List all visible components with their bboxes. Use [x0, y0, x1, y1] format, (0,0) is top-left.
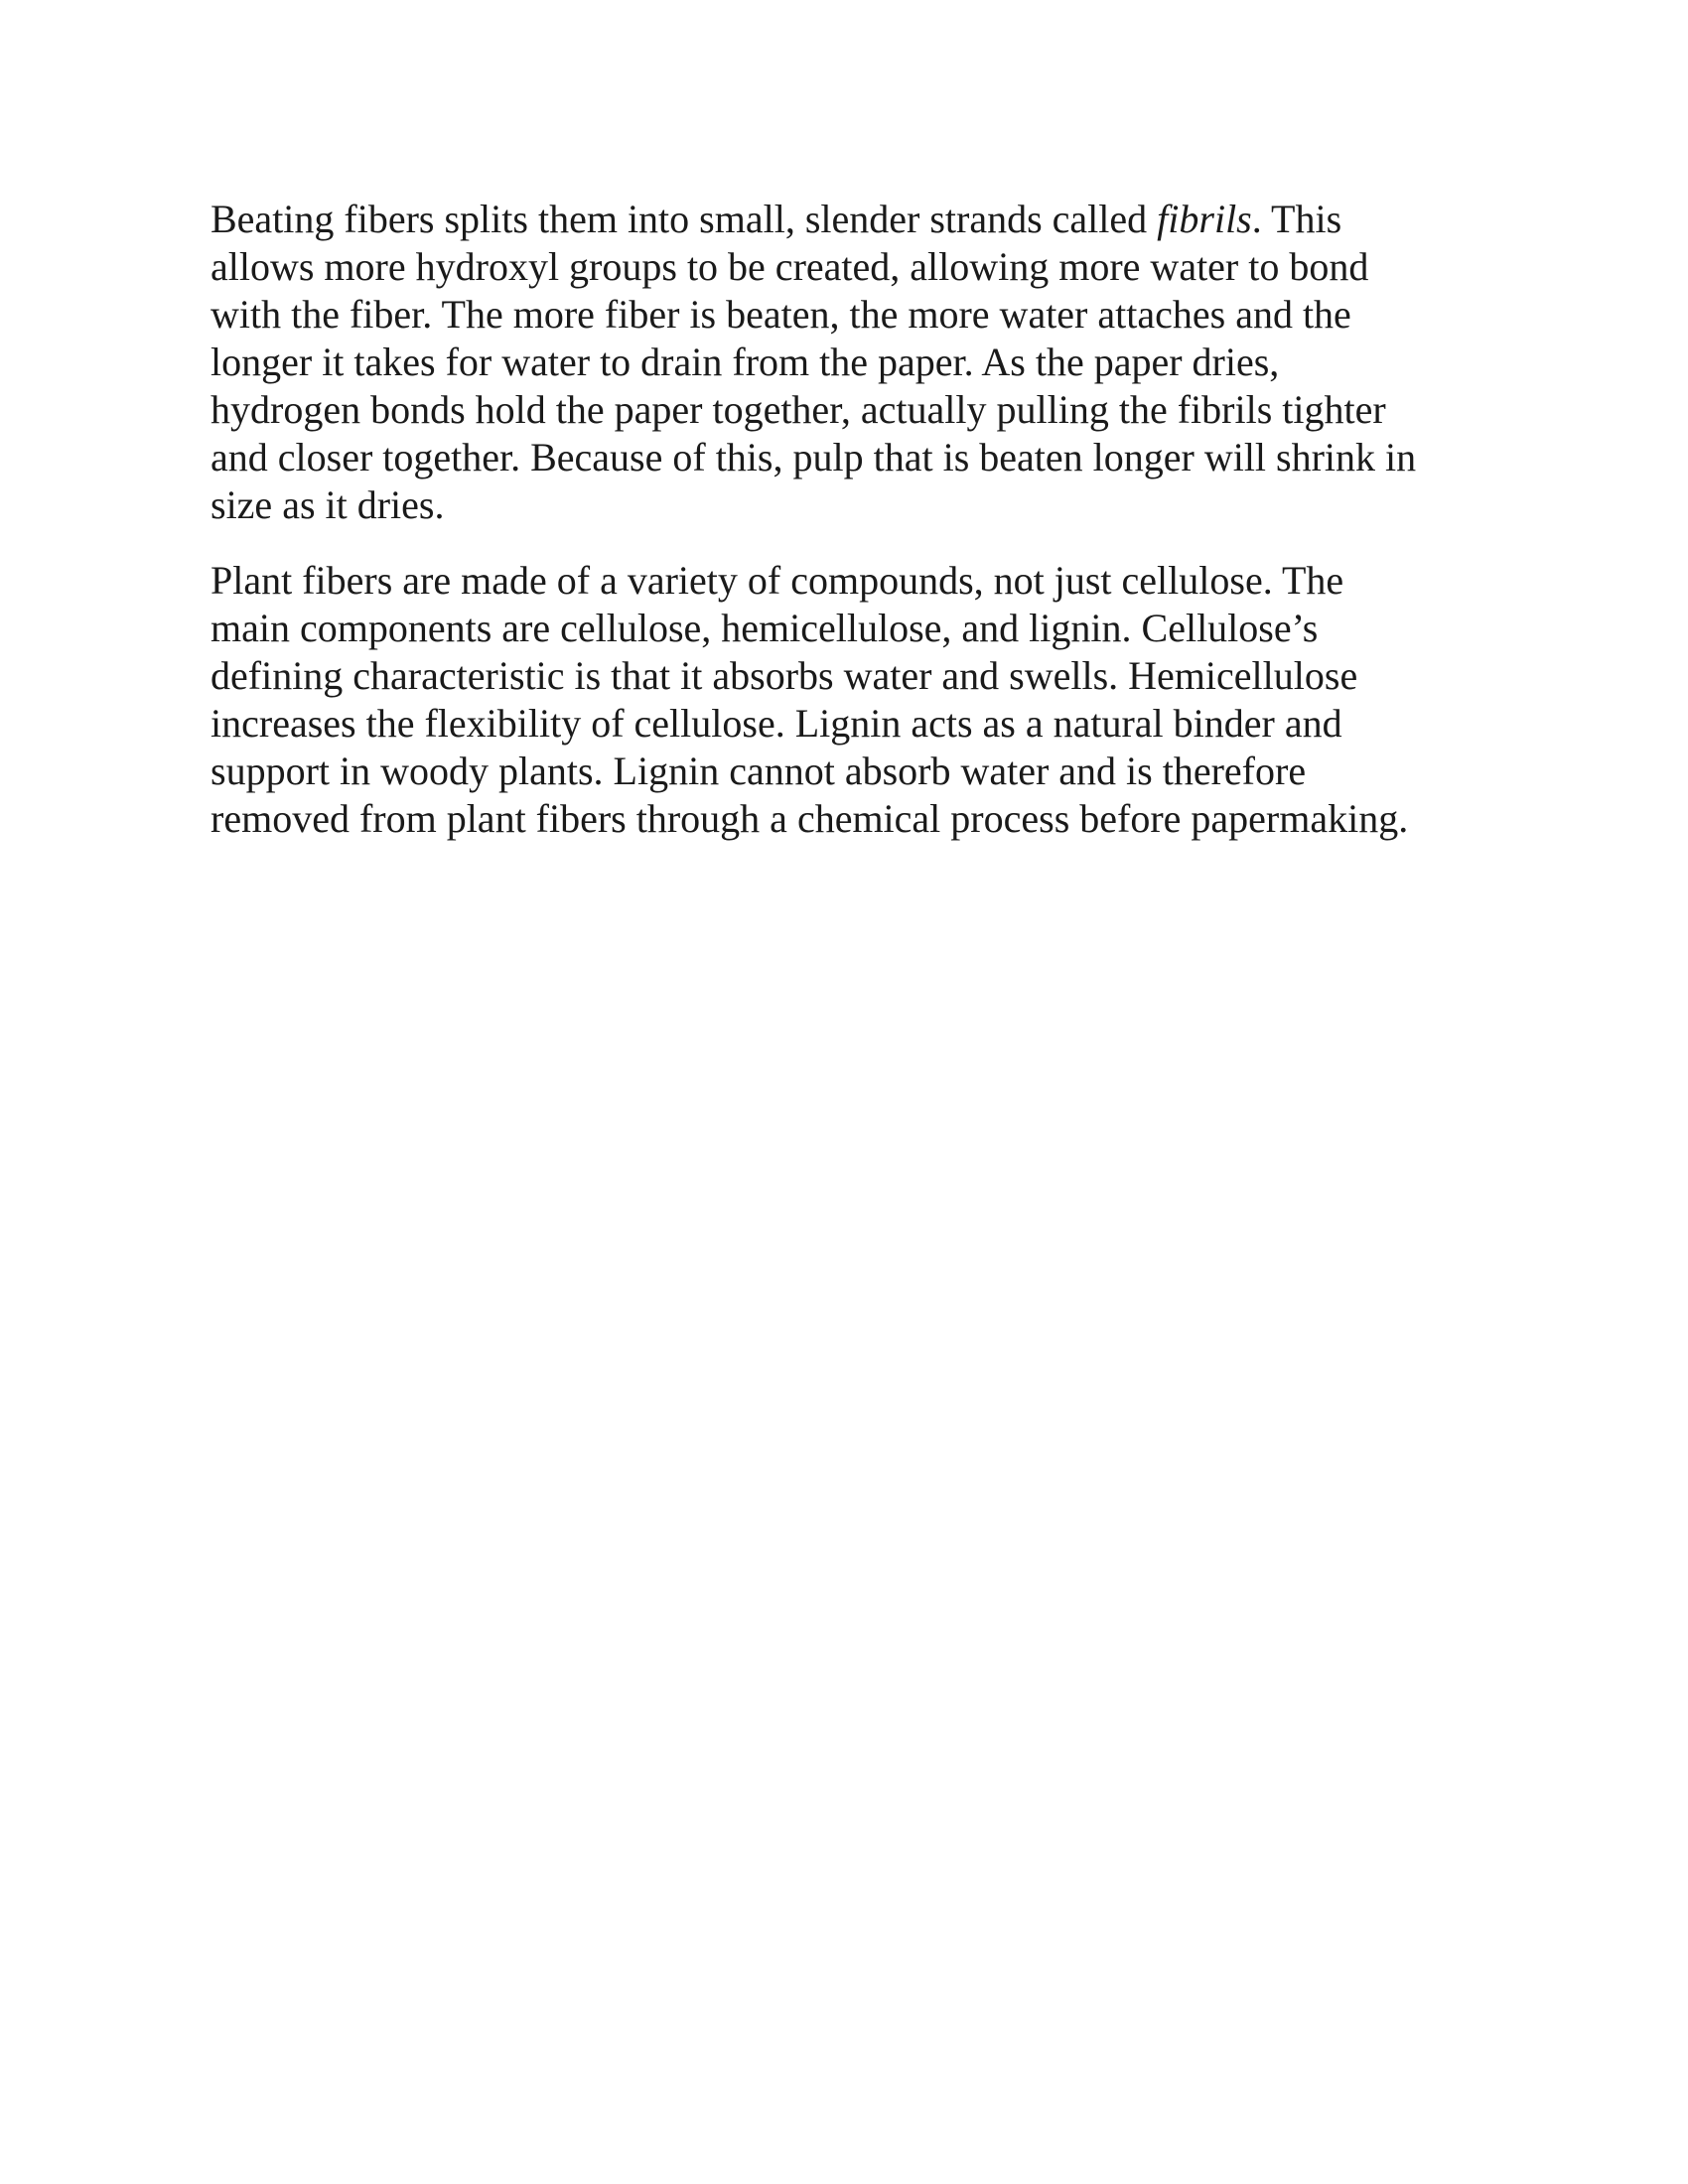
- text-line: allows more hydroxyl groups to be created, allowing more water to bond: [211, 244, 1369, 289]
- text-line: size as it dries.: [211, 482, 445, 527]
- text-line: removed from plant fibers through a chemical process before papermaking.: [211, 796, 1409, 841]
- paragraph-2: [211, 557, 1491, 843]
- text-line: defining characteristic is that it absorbs water and swells. Hemicellulose: [211, 653, 1358, 698]
- text-line: increases the flexibility of cellulose. Lignin acts as a natural binder and: [211, 701, 1342, 746]
- text-line: hydrogen bonds hold the paper together, actually pulling the fibrils tighter: [211, 387, 1386, 432]
- text-line: support in woody plants. Lignin cannot absorb water and is therefore: [211, 749, 1307, 793]
- emphasized-term: fibrils: [1157, 197, 1252, 241]
- text-body: [211, 196, 1491, 871]
- text-line: Plant fibers are made of a variety of compounds, not just cellulose. The: [211, 558, 1344, 603]
- text-run: . This: [1251, 197, 1342, 241]
- text-line: longer it takes for water to drain from the paper. As the paper dries,: [211, 340, 1280, 384]
- text-line: and closer together. Because of this, pulp that is beaten longer will shrink in: [211, 435, 1417, 479]
- text-run: Beating fibers splits them into small, slender strands called: [211, 197, 1158, 241]
- text-line: main components are cellulose, hemicellulose, and lignin. Cellulose’s: [211, 606, 1319, 650]
- text-line: with the fiber. The more fiber is beaten, the more water attaches and the: [211, 292, 1351, 337]
- paragraph-1: [211, 196, 1491, 529]
- text-line: [211, 196, 1491, 243]
